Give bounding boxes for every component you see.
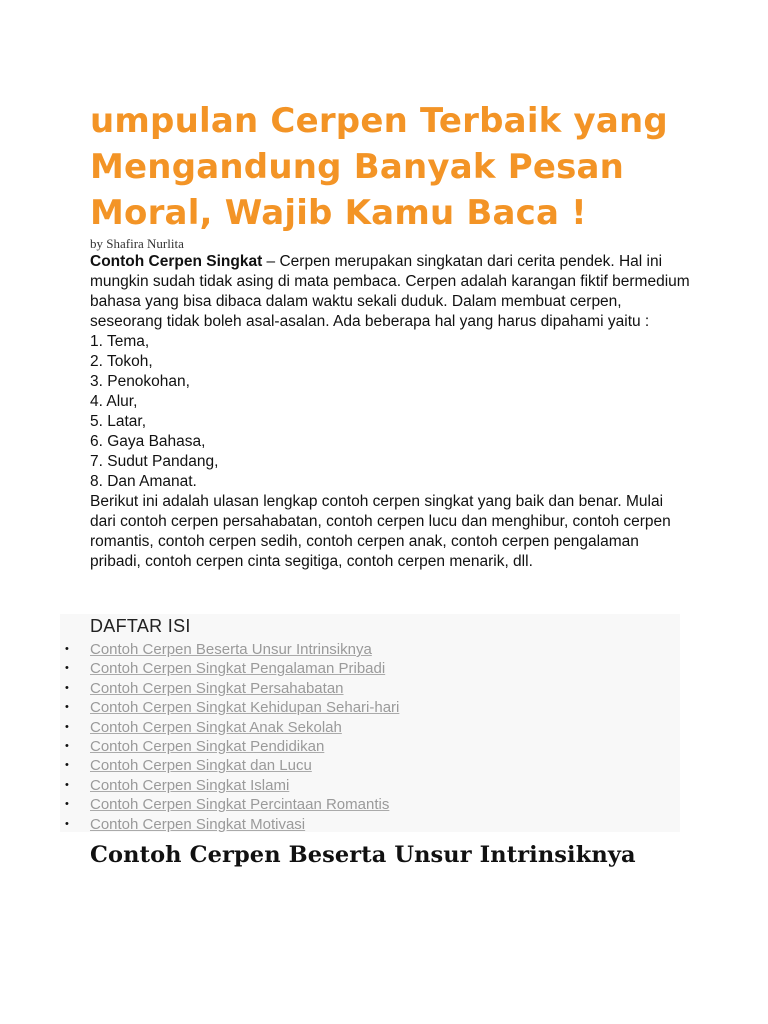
elements-list-item: 7. Sudut Pandang, (90, 453, 219, 470)
toc-link[interactable]: Contoh Cerpen Singkat Kehidupan Sehari-hari (90, 699, 400, 717)
toc-item (60, 698, 399, 717)
toc-list (60, 640, 399, 834)
toc-link[interactable]: Contoh Cerpen Singkat Pendidikan (90, 737, 325, 755)
toc-item (60, 679, 399, 698)
toc-link[interactable]: Contoh Cerpen Singkat Pengalaman Pribadi (90, 660, 386, 678)
toc-item (60, 795, 399, 814)
elements-list-item: 1. Tema, (90, 333, 150, 350)
article-byline: by Shafira Nurlita (90, 236, 184, 251)
bullet-icon: • (65, 681, 69, 694)
elements-list-item: 8. Dan Amanat. (90, 473, 197, 490)
bullet-icon: • (65, 778, 69, 791)
article-body (90, 252, 690, 572)
elements-list-item: 4. Alur, (90, 393, 138, 410)
bullet-icon: • (65, 759, 69, 772)
toc-link[interactable]: Contoh Cerpen Singkat dan Lucu (90, 757, 312, 775)
toc-link[interactable]: Contoh Cerpen Singkat Percintaan Romantis (90, 796, 390, 814)
bullet-icon: • (65, 817, 69, 830)
bullet-icon: • (65, 701, 69, 714)
elements-list-item: 3. Penokohan, (90, 373, 190, 390)
toc-item (60, 737, 399, 756)
toc-item (60, 640, 399, 659)
toc-item (60, 659, 399, 678)
toc-link[interactable]: Contoh Cerpen Beserta Unsur Intrinsiknya (90, 641, 372, 658)
bullet-icon: • (65, 739, 69, 752)
intro-text: – Cerpen merupakan singkatan dari cerita pendek. Hal ini mungkin sudah tidak asing di mata pembaca. Cerpen adalah karangan fiktif bermedium bahasa yang bisa dibaca dalam waktu sekali duduk. Dalam membuat cerpen, seseorang tidak boleh asal-asalan. Ada beberapa hal yang harus dipahami yaitu : (90, 253, 690, 330)
article-title: umpulan Cerpen Terbaik yang Mengandung Banyak Pesan Moral, Wajib Kamu Baca ! (90, 101, 668, 233)
bullet-icon: • (65, 662, 69, 675)
section-heading: Contoh Cerpen Beserta Unsur Intrinsiknya (90, 842, 636, 868)
toc-item (60, 815, 399, 834)
bullet-icon: • (65, 720, 69, 733)
elements-list (90, 332, 690, 492)
toc-item (60, 718, 399, 737)
outro-paragraph: Berikut ini adalah ulasan lengkap contoh cerpen singkat yang baik dan benar. Mulai dari contoh cerpen persahabatan, contoh cerpen lucu dan menghibur, contoh cerpen romantis, contoh cerpen sedih, contoh cerpen anak, contoh cerpen pengalaman pribadi, contoh cerpen cinta segitiga, contoh cerpen menarik, dll. (90, 493, 671, 570)
elements-list-item: 2. Tokoh, (90, 353, 153, 370)
toc-link[interactable]: Contoh Cerpen Singkat Anak Sekolah (90, 718, 342, 736)
toc-link[interactable]: Contoh Cerpen Singkat Persahabatan (90, 679, 344, 697)
elements-list-item: 5. Latar, (90, 413, 147, 430)
intro-lead: Contoh Cerpen Singkat (90, 253, 263, 270)
bullet-icon: • (65, 643, 69, 655)
toc-link[interactable]: Contoh Cerpen Singkat Motivasi (90, 815, 306, 833)
toc-item (60, 776, 399, 795)
table-of-contents (60, 614, 680, 832)
intro-paragraph (90, 252, 690, 332)
elements-list-item: 6. Gaya Bahasa, (90, 433, 206, 450)
toc-title: DAFTAR ISI (90, 616, 191, 636)
toc-item (60, 756, 399, 775)
toc-link[interactable]: Contoh Cerpen Singkat Islami (90, 776, 290, 794)
bullet-icon: • (65, 798, 69, 811)
